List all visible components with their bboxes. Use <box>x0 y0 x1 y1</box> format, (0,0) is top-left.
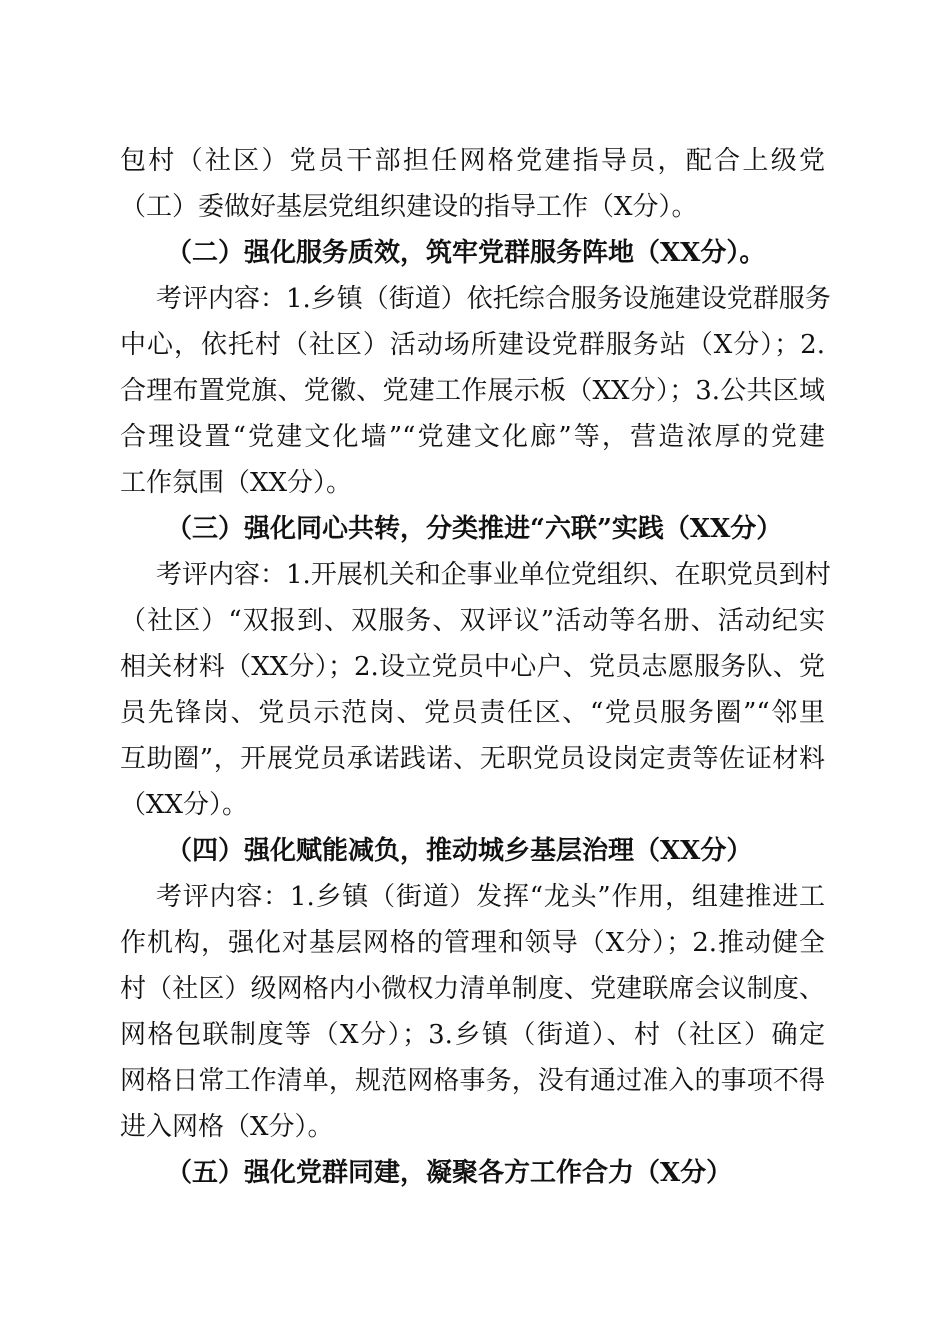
body-line: 员先锋岗、党员示范岗、党员责任区、“党员服务圈”“邻里 <box>120 698 825 728</box>
body-line: 作机构，强化对基层网格的管理和领导（X分）；2.推动健全 <box>120 928 825 958</box>
section-heading: （二）强化服务质效，筑牢党群服务阵地（XX分）。 <box>166 238 766 268</box>
body-line: 考评内容：1.乡镇（街道）依托综合服务设施建设党群服务 <box>156 284 831 314</box>
intro-line: 包村（社区）党员干部担任网格党建指导员，配合上级党 <box>120 146 825 176</box>
body-line: 进入网格（X分）。 <box>120 1112 334 1142</box>
body-line: 网格日常工作清单，规范网格事务，没有通过准入的事项不得 <box>120 1066 825 1096</box>
body-line: 网格包联制度等（X分）；3.乡镇（街道）、村（社区）确定 <box>120 1020 825 1050</box>
body-line: 村（社区）级网格内小微权力清单制度、党建联席会议制度、 <box>120 974 825 1004</box>
body-line: 合理布置党旗、党徽、党建工作展示板（XX分）；3.公共区域 <box>120 376 825 406</box>
body-line: 考评内容：1.开展机关和企事业单位党组织、在职党员到村 <box>156 560 831 590</box>
body-line: （社区）“双报到、双服务、双评议”活动等名册、活动纪实 <box>120 606 825 636</box>
document-page <box>120 138 831 1196</box>
body-line: 考评内容：1.乡镇（街道）发挥“龙头”作用，组建推进工 <box>156 882 825 912</box>
intro-line: （工）委做好基层党组织建设的指导工作（X分）。 <box>120 192 698 222</box>
body-line: （XX分）。 <box>120 790 249 820</box>
body-line: 相关材料（XX分）；2.设立党员中心户、党员志愿服务队、党 <box>120 652 825 682</box>
section-heading: （四）强化赋能减负，推动城乡基层治理（XX分） <box>166 836 753 866</box>
body-line: 工作氛围（XX分）。 <box>120 468 353 498</box>
body-line: 合理设置“党建文化墙”“党建文化廊”等，营造浓厚的党建 <box>120 422 825 452</box>
section-heading: （三）强化同心共转，分类推进“六联”实践（XX分） <box>166 514 783 544</box>
section-heading: （五）强化党群同建，凝聚各方工作合力（X分） <box>166 1158 733 1188</box>
body-line: 中心，依托村（社区）活动场所建设党群服务站（X分）；2. <box>120 330 825 360</box>
body-line: 互助圈”，开展党员承诺践诺、无职党员设岗定责等佐证材料 <box>120 744 825 774</box>
